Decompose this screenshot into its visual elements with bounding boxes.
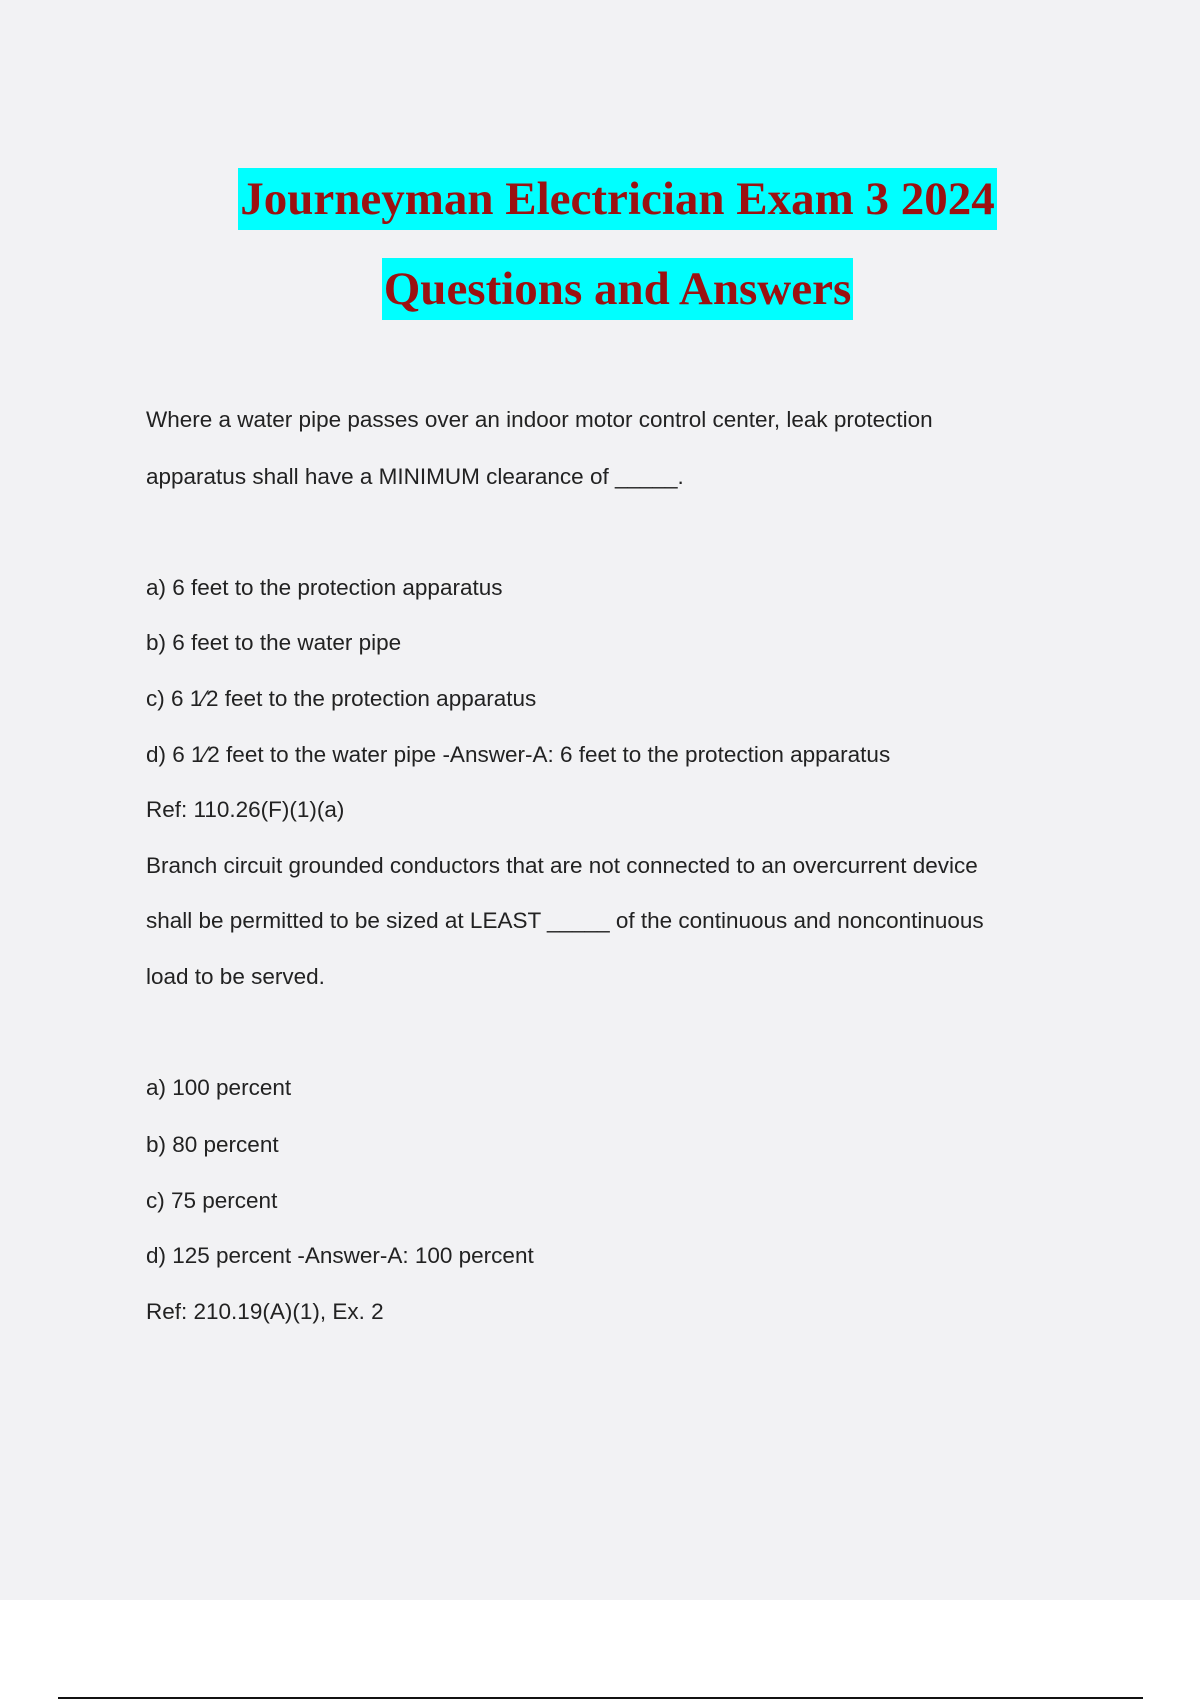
question-1-option-c: c) 6 1⁄2 feet to the protection apparatus (146, 686, 537, 711)
question-2-text-line-2: shall be permitted to be sized at LEAST _____ of the continuous and noncontinuous (146, 908, 984, 933)
question-2-text-line-3: load to be served. (146, 964, 325, 989)
question-1-text-line-1: Where a water pipe passes over an indoor motor control center, leak protection (146, 407, 933, 432)
question-2-option-a: a) 100 percent (146, 1075, 292, 1100)
question-1-option-d-answer: d) 6 1⁄2 feet to the water pipe -Answer-A: 6 feet to the protection apparatus (146, 742, 891, 767)
question-1-option-b: b) 6 feet to the water pipe (146, 630, 402, 655)
title-line-1: Journeyman Electrician Exam 3 2024 (238, 168, 997, 230)
title-line-2: Questions and Answers (382, 258, 854, 320)
question-2-option-b: b) 80 percent (146, 1132, 279, 1157)
question-2-option-c: c) 75 percent (146, 1188, 278, 1213)
question-1-option-a: a) 6 feet to the protection apparatus (146, 575, 503, 600)
footer-divider (58, 1697, 1143, 1699)
question-1-reference: Ref: 110.26(F)(1)(a) (146, 797, 345, 822)
document-title (0, 168, 1200, 320)
question-2-reference: Ref: 210.19(A)(1), Ex. 2 (146, 1299, 384, 1324)
question-2-text-line-1: Branch circuit grounded conductors that are not connected to an overcurrent device (146, 853, 978, 878)
question-1-text-line-2: apparatus shall have a MINIMUM clearance of _____. (146, 464, 684, 489)
question-2-option-d-answer: d) 125 percent -Answer-A: 100 percent (146, 1243, 534, 1268)
